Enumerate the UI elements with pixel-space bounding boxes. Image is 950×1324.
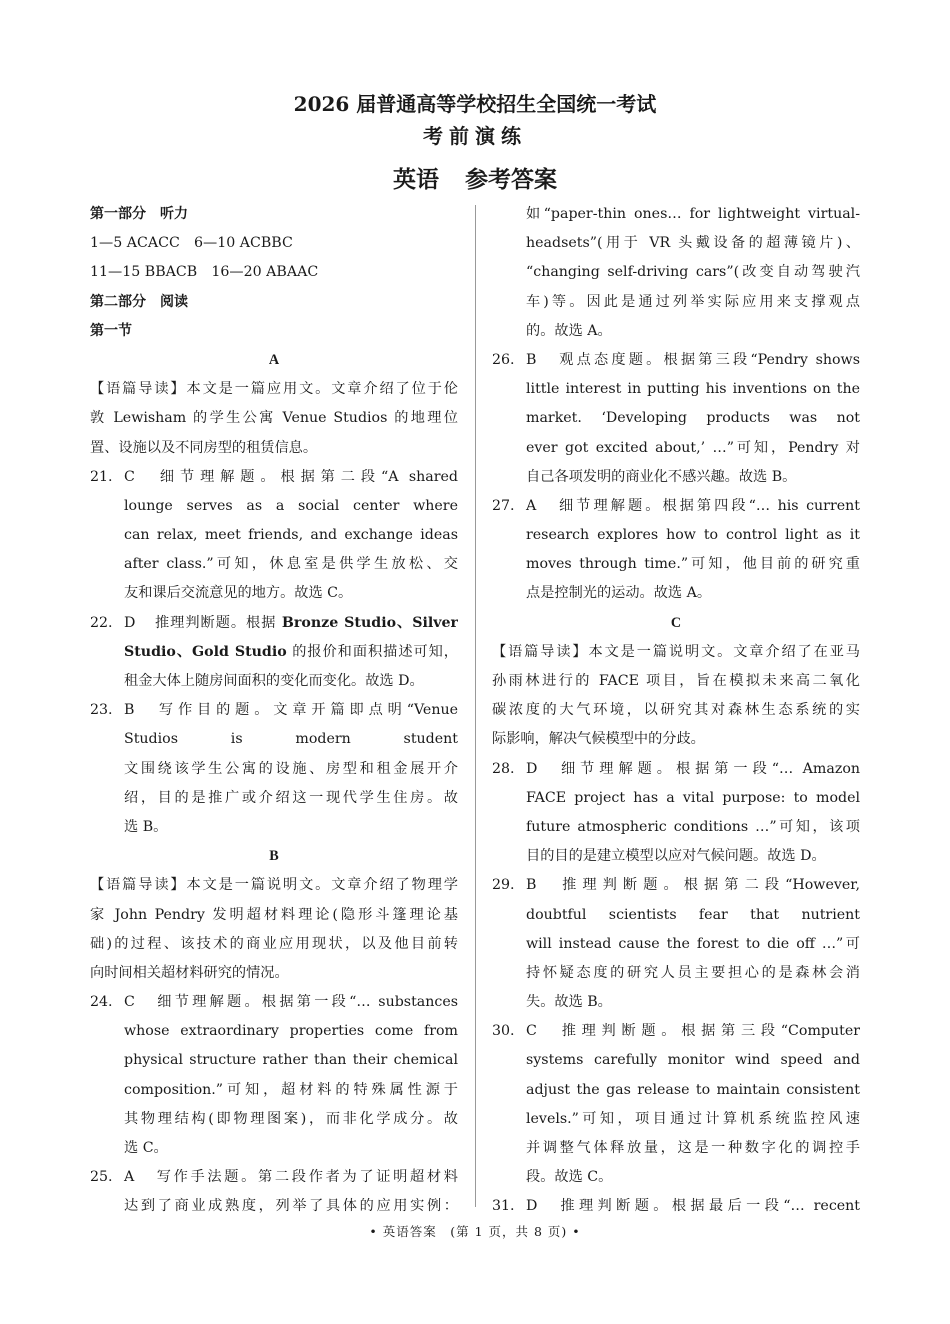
question-line: 租金大体上随房间面积的变化而变化。故选 D。 [124,673,424,689]
passage-intro-line: 敦 Lewisham 的学生公寓 Venue Studios 的地理位 [90,410,458,427]
question-line [90,463,458,492]
passage-intro-line: 置、设施以及不同房型的租赁信息。 [90,439,318,456]
question-number: 26. [492,351,515,368]
question-line [492,492,860,521]
exam-subtitle: 考前演练 [423,124,527,148]
passage-intro-line: 家 John Pendry 发明超材料理论(隐形斗篷理论基 [90,906,458,923]
question-answer: B [526,351,537,368]
exam-title: 2026 届普通高等学校招生全国统一考试 [293,92,657,116]
question-line: after class.”可知，休息室是供学生放松、交 [124,556,458,573]
question-number: 27. [492,497,515,514]
explanation-bold: Studio、Gold Studio [124,643,287,660]
left-column [90,200,458,1222]
question-line: 友和课后交流意见的地方。故选 C。 [124,585,353,602]
question-line: will instead cause the forest to die off …”可 [526,935,860,952]
question-line [90,988,458,1017]
document-title [0,161,950,194]
question-answer: D [526,760,538,777]
passage-intro-line: 孙雨林进行的 FACE 项目，旨在模拟未来高二氧化 [492,673,860,689]
question-number: 21. [90,468,113,485]
explanation-text: 推理判断题。根据第三段“Computer [556,1023,860,1040]
question-line: research explores how to control light as it [526,527,860,544]
answer-line: 1—5 ACACC 6—10 ACBBC [90,235,293,252]
question-line: 达到了商业成熟度，列举了具体的应用实例： [124,1198,458,1215]
question-line: 持怀疑态度的研究人员主要担心的是森林会消 [526,964,860,981]
question-line: 的。故选 A。 [526,322,612,339]
question-line: FACE project has a vital purpose: to model [526,789,860,806]
question-line: Studios is modern student [124,731,458,748]
question-number: 25. [90,1169,113,1186]
question-line: levels.”可知，项目通过计算机系统监控风速 [526,1110,860,1127]
question-line: 选 B。 [124,818,168,835]
explanation-text: 细节理解题。根据第二段“A shared [154,468,458,485]
passage-intro-line: 【语篇导读】本文是一篇应用文。文章介绍了位于伦 [90,381,458,398]
question-line: 绍，目的是推广或介绍这一现代学生住房。故 [124,789,458,806]
question-line [90,696,458,725]
question-line: doubtful scientists fear that nutrient [526,906,860,923]
question-line: 自己各项发明的商业化不感兴趣。故选 B。 [526,468,797,485]
question-line: adjust the gas release to maintain consistent [526,1081,860,1098]
question-answer: B [124,702,135,719]
question-line: 车)等。因此是通过列举实际应用来支撑观点 [526,293,860,310]
page-footer: • 英语答案 (第 1 页，共 8 页) • [369,1224,581,1239]
explanation-text: 写作目的题。文章开篇即点明“Venue [154,702,458,719]
explanation-text: 细节理解题。根据第一段“… Amazon [556,760,860,777]
explanation-text: 写作手法题。第二段作者为了证明超材料 [154,1169,458,1186]
question-line [492,1192,860,1221]
explanation-bold: Bronze Studio、Silver [281,614,458,631]
passage-label: C [670,614,682,631]
question-line: 文围绕该学生公寓的设施、房型和租金展开介 [124,760,458,777]
question-number: 31. [492,1198,515,1215]
question-line: moves through time.”可知，他目前的研究重 [526,556,860,573]
doc-label: 参考答案 [465,166,557,193]
explanation-text: 细节理解题。根据第四段“… his current [556,497,860,514]
question-line [492,346,860,375]
explanation-text: 推理判断题。根据第二段“However, [556,877,860,894]
question-line: 选 C。 [124,1140,168,1156]
passage-intro-line: 础)的过程、该技术的商业应用现状，以及他目前转 [90,935,458,952]
question-line: 失。故选 B。 [526,994,612,1011]
explanation-text: 推理判断题。根据最后一段“… recent [556,1198,860,1215]
question-line [90,1163,458,1192]
question-line [492,755,860,784]
question-line [492,1017,860,1046]
question-line [492,871,860,900]
passage-intro-line: 向时间相关超材料研究的情况。 [90,964,289,981]
subject-label: 英语 [393,166,439,193]
question-line: future atmospheric conditions …”可知，该项 [526,818,860,835]
question-line: can relax, meet friends, and exchange ideas [124,527,458,544]
passage-label: A [268,351,280,368]
question-number: 29. [492,877,515,894]
question-answer: B [526,877,537,894]
explanation-text: 观点态度题。根据第三段“Pendry shows [556,351,860,368]
question-line: little interest in putting his inventions on the [526,381,860,398]
question-answer: A [124,1169,135,1186]
question-line: 其物理结构(即物理图案)，而非化学成分。故 [124,1110,458,1127]
question-line: systems carefully monitor wind speed and [526,1052,860,1069]
question-answer: D [124,614,136,631]
question-line: 段。故选 C。 [526,1169,613,1186]
explanation-text: 推理判断题。根据 [154,614,282,631]
passage-intro-line: 【语篇导读】本文是一篇说明文。文章介绍了在亚马 [492,643,860,660]
section-heading: 第一节 [90,322,132,339]
question-line: headsets”(用于 VR 头戴设备的超薄镜片)、 [526,235,860,252]
question-line: market. ‘Developing products was not [526,410,860,427]
part-heading: 第二部分 阅读 [90,293,188,310]
question-line: whose extraordinary properties come from [124,1023,458,1040]
passage-intro-line: 碳浓度的大气环境，以研究其对森林生态系统的实 [492,702,860,719]
question-line: 如“paper-thin ones… for lightweight virtual- [526,206,860,222]
question-line: “changing self-driving cars”(改变自动驾驶汽 [526,264,860,281]
question-number: 23. [90,702,113,719]
part-heading: 第一部分 听力 [90,206,188,222]
answer-line: 11—15 BBACB 16—20 ABAAC [90,264,319,281]
explanation-text: 的报价和面积描述可知， [286,643,458,660]
question-answer: A [526,497,537,514]
explanation-text: 细节理解题。根据第一段“… substances [154,994,458,1011]
question-line [90,638,458,667]
passage-intro-line: 【语篇导读】本文是一篇说明文。文章介绍了物理学 [90,877,458,894]
right-column [492,200,860,1222]
question-answer: C [526,1023,537,1040]
question-answer: D [526,1198,538,1215]
question-line: composition.”可知，超材料的特殊属性源于 [124,1081,458,1098]
question-line: physical structure rather than their chemical [124,1052,458,1069]
question-number: 28. [492,760,515,777]
question-line: 点是控制光的运动。故选 A。 [526,585,712,602]
question-answer: C [124,468,135,485]
column-divider [475,205,476,1207]
question-line [90,609,458,638]
question-line: ever got excited about,’ …”可知，Pendry 对 [526,439,860,456]
passage-label: B [269,848,279,865]
question-number: 22. [90,614,113,631]
passage-intro-line: 际影响，解决气候模型中的分歧。 [492,731,705,748]
question-line: lounge serves as a social center where [124,497,458,514]
question-answer: C [124,994,135,1011]
question-line: 目的目的是建立模型以应对气候问题。故选 D。 [526,848,826,865]
question-number: 30. [492,1023,515,1040]
question-number: 24. [90,994,113,1011]
question-line: 并调整气体释放量，这是一种数字化的调控手 [526,1140,860,1156]
